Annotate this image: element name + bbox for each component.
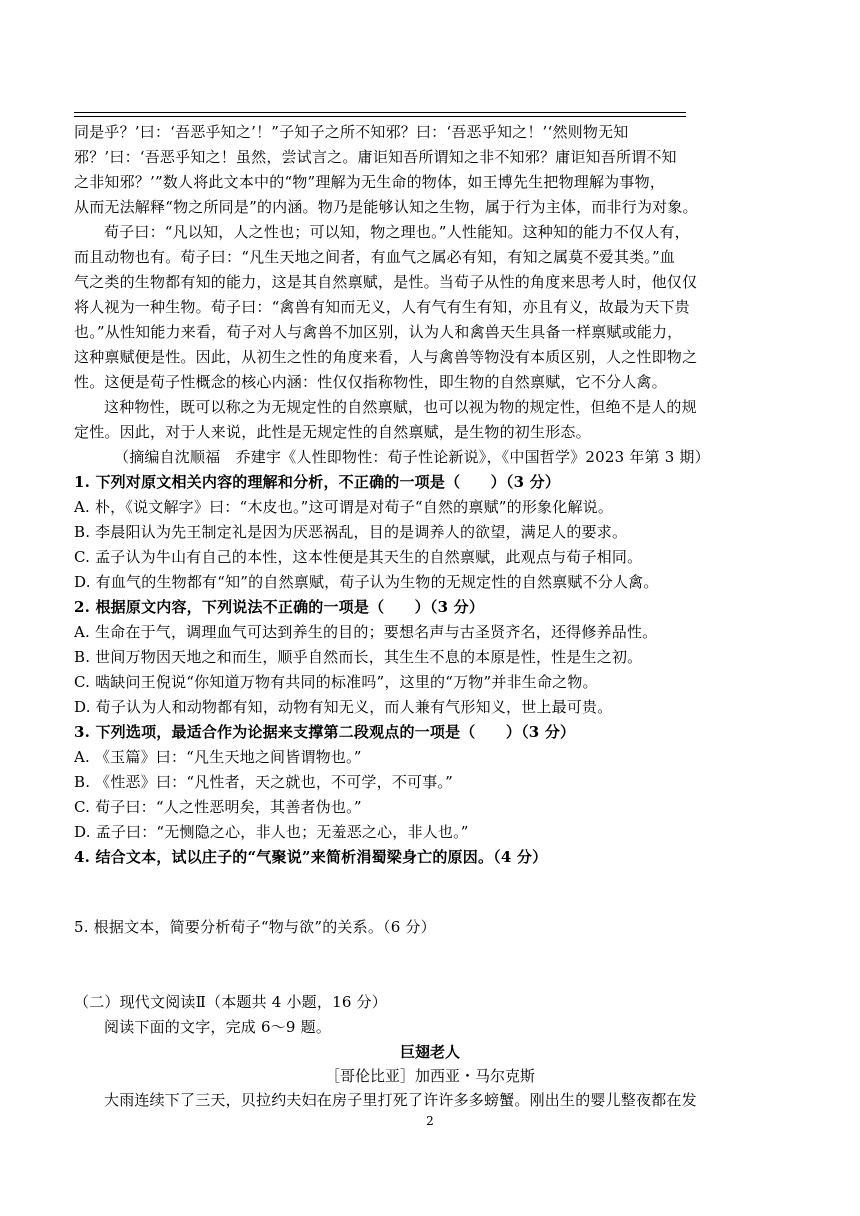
option-2a: A. 生命在于气，调理血气可达到养生的目的；要想名声与古圣贤齐名，还得修养品性。 [74,623,658,641]
page-number: 2 [426,1114,434,1128]
text-line: 从而无法解释“物之所同是”的内涵。物乃是能够认知之生物，属于行为主体，而非行为对象。 [74,198,698,216]
option-1d: D. 有血气的生物都有“知”的自然禀赋，荀子认为生物的无规定性的自然禀赋不分人禽。 [74,573,659,591]
question-3: 3. 下列选项，最适合作为论据来支撑第二段观点的一项是（ ）（3 分） [74,723,576,741]
option-3a: A. 《玉篇》曰：“凡生天地之间皆谓物也。” [74,748,362,766]
section-instruction: 阅读下面的文字，完成 6～9 题。 [104,1018,332,1036]
text-line: 气之类的生物都有知的能力，这是其自然禀赋，是性。当荀子从性的角度来思考人时，他仅仅 [74,273,698,291]
option-3c: C. 荀子曰：“人之性恶明矣，其善者伪也。” [74,798,362,816]
text-line: 将人视为一种生物。荀子曰：“禽兽有知而无义，人有气有生有知，亦且有义，故最为天下贵 [74,298,690,316]
text-line: 这种禀赋便是性。因此，从初生之性的角度来看，人与禽兽等物没有本质区别，人之性即物之 [74,348,698,366]
header-rule-bottom [74,116,686,117]
option-1c: C. 孟子认为牛山有自己的本性，这本性便是其天生的自然禀赋，此观点与荀子相同。 [74,548,643,566]
option-1a: A. 朴，《说文解字》曰：“木皮也。”这可谓是对荀子“自然的禀赋”的形象化解说。 [74,498,614,516]
text-line: 荀子曰：“凡以知，人之性也；可以知，物之理也。”人性能知。这种知的能力不仅人有， [104,223,690,241]
option-1b: B. 李晨阳认为先王制定礼是因为厌恶祸乱，目的是调养人的欲望，满足人的要求。 [74,523,628,541]
text-line: 而且动物也有。荀子曰：“凡生天地之间者，有血气之属必有知，有知之属莫不爱其类。”血 [74,248,676,266]
text-line: 之非知邪？’”数人将此文本中的“物”理解为无生命的物体，如王博先生把物理解为事物， [74,173,665,191]
story-title: 巨翅老人 [399,1043,460,1061]
question-5: 5. 根据文本，简要分析荀子“物与欲”的关系。（6 分） [74,918,436,936]
question-2: 2. 根据原文内容，下列说法不正确的一项是（ ）（3 分） [74,598,485,616]
question-4: 4. 结合文本，试以庄子的“气聚说”来简析涓蜀梁身亡的原因。（4 分） [74,848,548,866]
option-2d: D. 荀子认为人和动物都有知，动物有知无义，而人兼有气形知义，世上最可贵。 [74,698,613,716]
text-line: 性。这便是荀子性概念的核心内涵：性仅仅指称物性，即生物的自然禀赋，它不分人禽。 [74,373,667,391]
story-first-line: 大雨连续下了三天，贝拉约夫妇在房子里打死了许许多多螃蟹。刚出生的婴儿整夜都在发 [104,1091,697,1109]
text-line: 这种物性，既可以称之为无规定性的自然禀赋，也可以视为物的规定性，但绝不是人的规 [104,398,697,416]
text-line: 定性。因此，对于人来说，此性是无规定性的自然禀赋，是生物的初生形态。 [74,423,591,441]
text-line: 也。”从性知能力来看，荀子对人与禽兽不加区别，认为人和禽兽天生具备一样禀赋或能力， [74,323,683,341]
text-line: 邪？’曰：‘吾恶乎知之！虽然，尝试言之。庸讵知吾所谓知之非不知邪？庸讵知吾所谓不知 [74,148,677,166]
story-author: ［哥伦比亚］加西亚・马尔克斯 [324,1067,535,1085]
question-1: 1. 下列对原文相关内容的理解和分析，不正确的一项是（ ）（3 分） [74,473,561,491]
option-2c: C. 啮缺问王倪说“你知道万物有共同的标准吗”，这里的“万物”并非生命之物。 [74,673,598,691]
section-heading: （二）现代文阅读Ⅱ（本题共 4 小题，16 分） [74,993,387,1011]
option-3b: B. 《性恶》曰：“凡性者，天之就也，不可学，不可事。” [74,773,453,791]
option-3d: D. 孟子曰：“无恻隐之心，非人也；无羞恶之心，非人也。” [74,823,469,841]
source-citation: （摘编自沈顺福 乔建宇《人性即物性：荀子性论新说》，《中国哲学》2023 年第 3 期） [114,448,710,466]
header-rule-top [74,112,686,113]
option-2b: B. 世间万物因天地之和而生，顺乎自然而长，其生生不息的本原是性，性是生之初。 [74,648,643,666]
text-line: 同是乎？’曰：‘吾恶乎知之’！”子知子之所不知邪？曰：‘吾恶乎知之！’‘然则物无知 [74,123,629,141]
